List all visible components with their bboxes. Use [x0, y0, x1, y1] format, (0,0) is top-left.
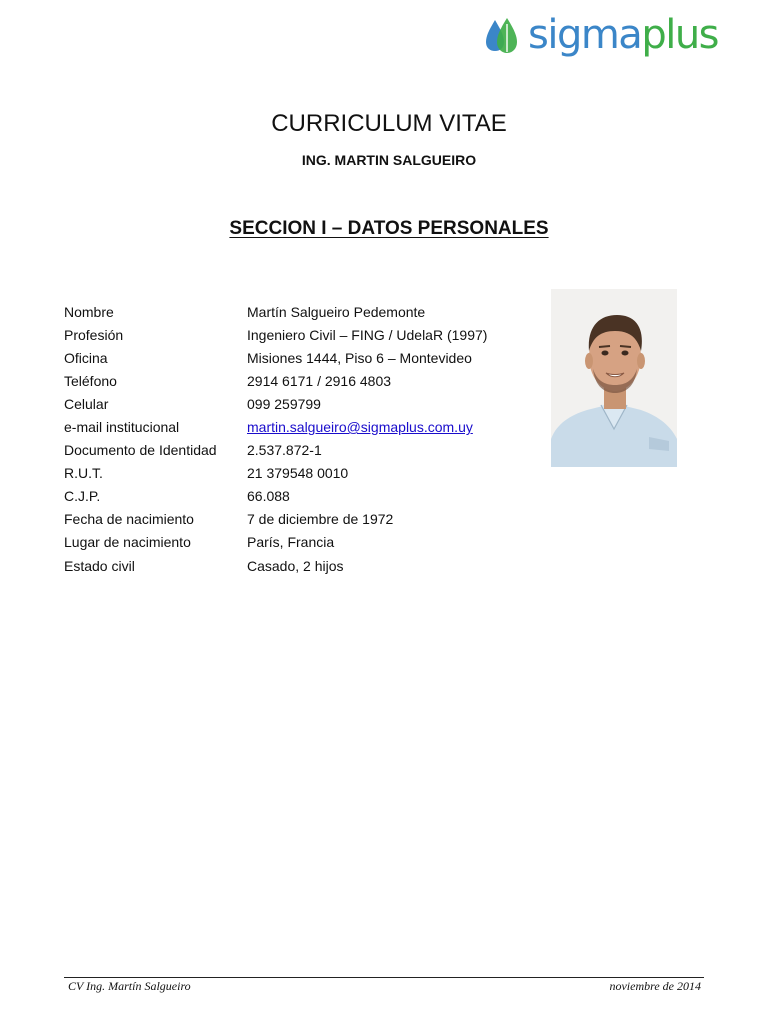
info-value: 21 379548 0010 [247, 465, 349, 482]
info-label: Lugar de nacimiento [64, 534, 191, 551]
info-value: Casado, 2 hijos [247, 557, 344, 574]
info-value: París, Francia [247, 534, 335, 551]
info-value: Martín Salgueiro Pedemonte [247, 303, 426, 320]
info-label: C.J.P. [64, 488, 101, 505]
section-title: SECCION I – DATOS PERSONALES [229, 218, 549, 239]
info-label: Teléfono [64, 372, 117, 389]
footer-left-text: CV Ing. Martín Salgueiro [68, 979, 191, 993]
logo-wordmark [528, 12, 719, 58]
info-value: 2914 6171 / 2916 4803 [247, 372, 392, 389]
personal-data-table [64, 300, 487, 577]
info-value [247, 419, 473, 435]
info-row-telefono [64, 369, 487, 392]
info-row-rut [64, 462, 487, 485]
info-row-fecha-nacimiento [64, 508, 487, 531]
footer-date: noviembre de 2014 [609, 979, 701, 993]
info-label: R.U.T. [64, 465, 103, 482]
info-row-celular [64, 392, 487, 415]
leaf-drops-icon [484, 14, 526, 56]
info-label: Oficina [64, 349, 108, 366]
sigmaplus-logo [484, 14, 718, 56]
info-label: Documento de Identidad [64, 442, 217, 459]
info-row-documento [64, 439, 487, 462]
info-label: e-mail institucional [64, 419, 180, 436]
footer-divider [64, 977, 704, 978]
info-value: 099 259799 [247, 395, 321, 412]
info-label: Fecha de nacimiento [64, 511, 194, 528]
profile-photo [551, 289, 677, 467]
info-row-profesion [64, 323, 487, 346]
document-subtitle: ING. MARTIN SALGUEIRO [301, 152, 477, 168]
info-row-nombre [64, 300, 487, 323]
info-row-estado-civil [64, 554, 487, 577]
info-row-cjp [64, 485, 487, 508]
info-value: Misiones 1444, Piso 6 – Montevideo [247, 349, 472, 366]
info-label: Celular [64, 395, 109, 412]
info-label: Nombre [64, 303, 114, 320]
logo-text-sigma: sigma [528, 12, 642, 58]
logo-text-plus: plus [641, 12, 719, 58]
info-label: Profesión [64, 326, 124, 343]
email-link[interactable]: martin.salgueiro@sigmaplus.com.uy [247, 419, 473, 436]
document-title: CURRICULUM VITAE [271, 110, 507, 137]
info-row-oficina [64, 346, 487, 369]
info-row-email [64, 415, 487, 438]
info-value: 66.088 [247, 488, 290, 505]
info-label: Estado civil [64, 557, 135, 574]
info-value: Ingeniero Civil – FING / UdelaR (1997) [247, 326, 488, 343]
info-value: 2.537.872-1 [247, 442, 322, 459]
info-value: 7 de diciembre de 1972 [247, 511, 394, 528]
info-row-lugar-nacimiento [64, 531, 487, 554]
